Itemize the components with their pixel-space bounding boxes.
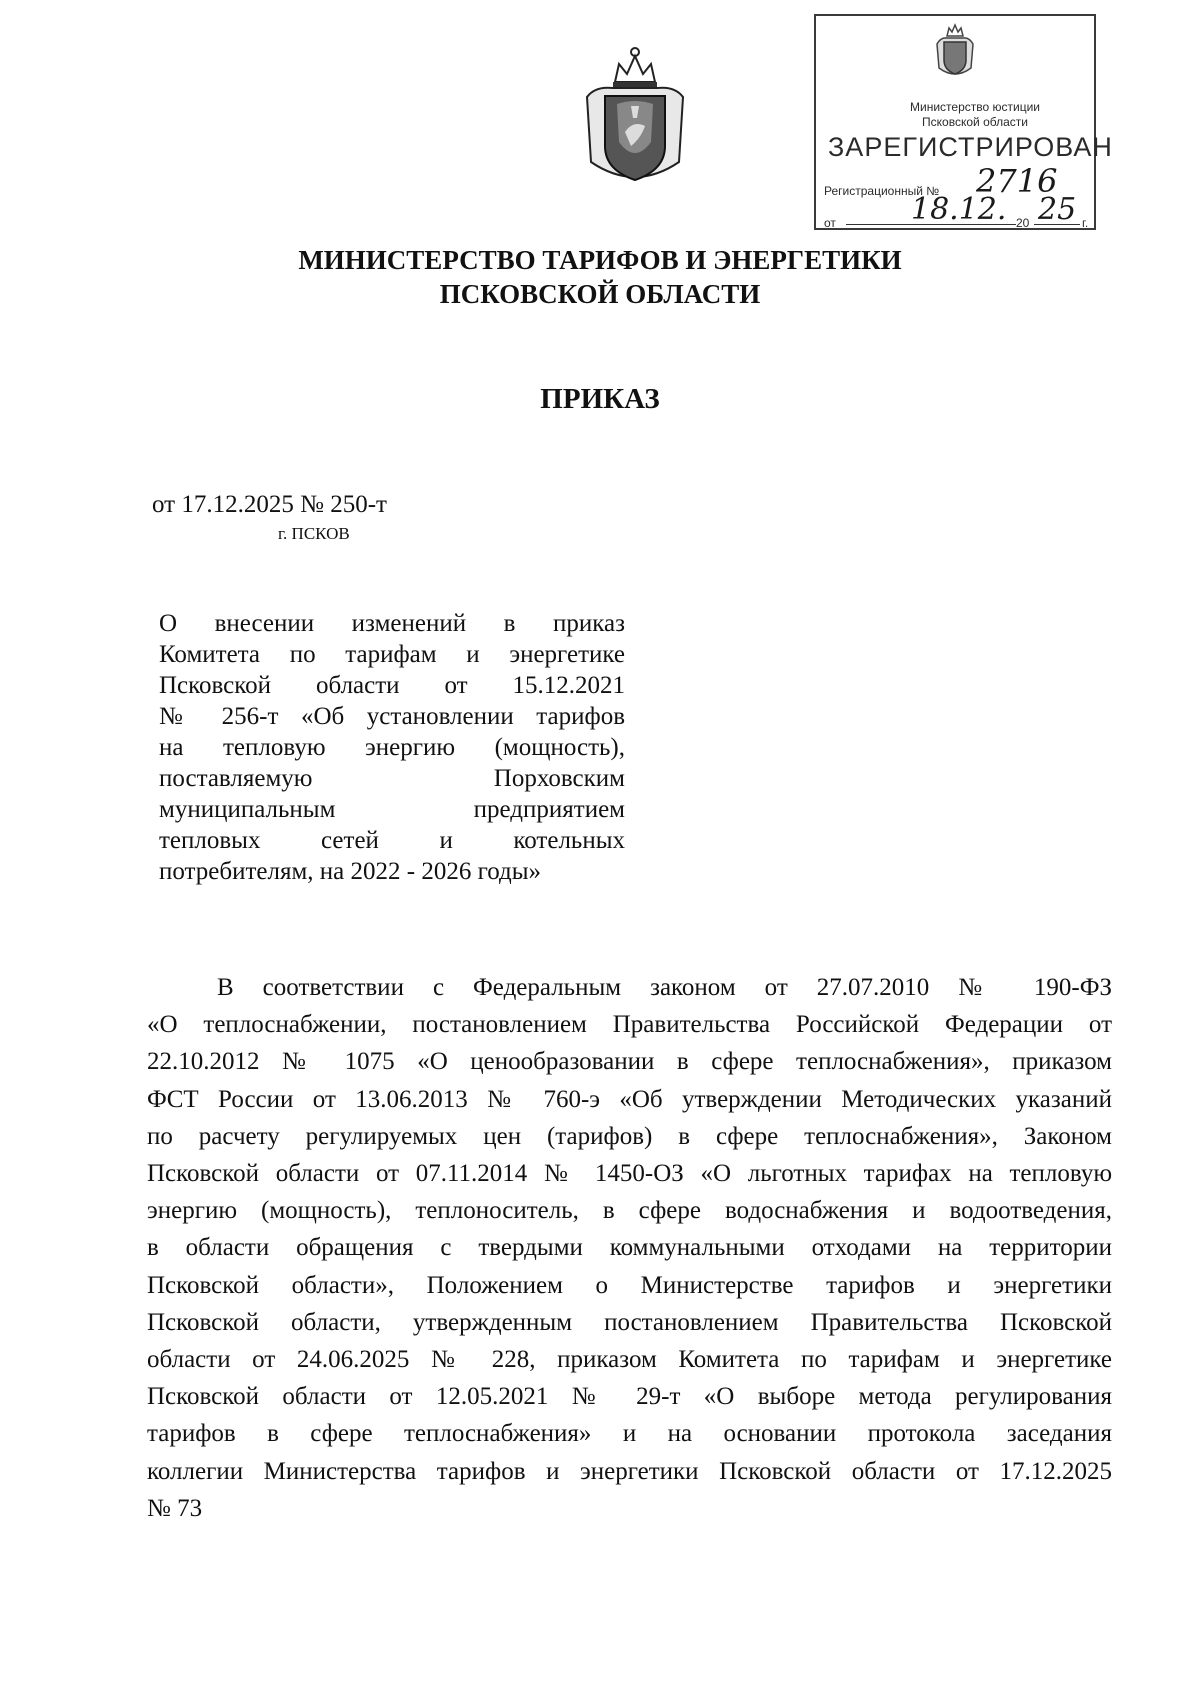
subject-line: на тепловую энергию (мощность),	[159, 734, 625, 761]
stamp-from-label: от	[824, 216, 836, 230]
stamp-reg-number: 2716	[976, 162, 1058, 200]
body-line: в области обращения с твердыми коммунальными отходами на территории	[147, 1234, 1112, 1262]
ministry-line-1: МИНИСТЕРСТВО ТАРИФОВ И ЭНЕРГЕТИКИ	[298, 245, 902, 275]
stamp-ministry-line: Министерство юстиции	[910, 100, 1040, 114]
subject-line: Псковской области от 15.12.2021	[159, 672, 625, 699]
stamp-year: 25	[1038, 192, 1077, 227]
stamp-year-prefix: 20	[1016, 216, 1030, 230]
body-line: Псковской области от 12.05.2021 № 29-т «О выборе метода регулирования	[147, 1383, 1112, 1411]
subject-line: муниципальным предприятием	[159, 796, 625, 823]
stamp-coat-of-arms-icon	[933, 22, 977, 80]
subject-line: потребителям, на 2022 - 2026 годы»	[159, 858, 542, 885]
subject-line: О внесении изменений в приказ	[159, 610, 625, 637]
order-body-paragraph	[147, 969, 1112, 1527]
registration-stamp	[814, 14, 1113, 230]
body-line: тарифов в сфере теплоснабжения» и на основании протокола заседания	[147, 1420, 1112, 1448]
city-label: г. ПСКОВ	[278, 524, 350, 543]
body-line: области от 24.06.2025 № 228, приказом Комитета по тарифам и энергетике	[147, 1346, 1112, 1374]
body-line: ФСТ России от 13.06.2013 № 760-э «Об утверждении Методических указаний	[147, 1085, 1112, 1113]
ministry-heading	[0, 243, 1200, 311]
order-subject	[159, 608, 625, 887]
subject-line: тепловых сетей и котельных	[159, 827, 625, 854]
stamp-year-suffix: г.	[1082, 216, 1089, 230]
order-number: от 17.12.2025 № 250-т	[152, 491, 387, 518]
stamp-region-line: Псковской области	[922, 115, 1028, 129]
document-type-title: ПРИКАЗ	[540, 383, 660, 415]
body-line: коллегии Министерства тарифов и энергетики Псковской области от 17.12.2025	[147, 1457, 1112, 1485]
subject-line: поставляемую Порховским	[159, 765, 625, 792]
subject-line: № 256-т «Об установлении тарифов	[159, 703, 625, 730]
body-line: по расчету регулируемых цен (тарифов) в сфере теплоснабжения», Законом	[147, 1122, 1112, 1150]
body-line: Псковской области, утвержденным постановлением Правительства Псковской	[147, 1308, 1112, 1336]
stamp-title: ЗАРЕГИСТРИРОВАН	[828, 132, 1113, 162]
body-line: 22.10.2012 № 1075 «О ценообразовании в сфере теплоснабжения», приказом	[147, 1048, 1112, 1076]
stamp-reg-label: Регистрационный №	[824, 184, 940, 198]
subject-line: Комитета по тарифам и энергетике	[159, 641, 625, 668]
body-line: В соответствии с Федеральным законом от 27.07.2010 № 190-ФЗ	[217, 974, 1112, 1001]
stamp-date: 18.12.	[911, 192, 1007, 227]
body-line: Псковской области от 07.11.2014 № 1450-ОЗ «О льготных тарифах на тепловую	[147, 1160, 1112, 1188]
body-line: № 73	[147, 1494, 203, 1522]
body-line: энергию (мощность), теплоноситель, в сфере водоснабжения и водоотведения,	[147, 1197, 1112, 1225]
body-line: «О теплоснабжении, постановлением Правительства Российской Федерации от	[147, 1011, 1112, 1039]
ministry-line-2: ПСКОВСКОЙ ОБЛАСТИ	[439, 279, 761, 309]
body-line: Псковской области», Положением о Министерстве тарифов и энергетики	[147, 1271, 1112, 1299]
coat-of-arms-emblem	[575, 42, 695, 192]
